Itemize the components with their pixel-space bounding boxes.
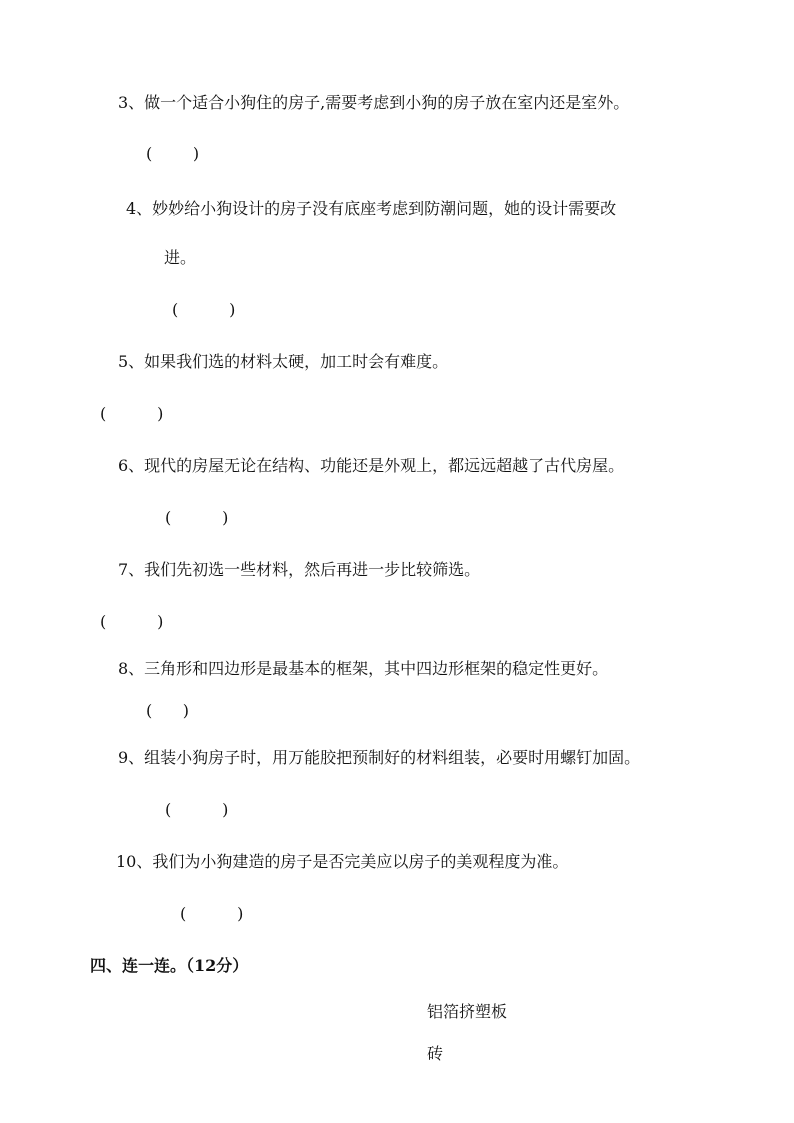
question-6-answer-blank[interactable]: ( ) bbox=[165, 508, 229, 527]
question-10-text: 10、我们为小狗建造的房子是否完美应以房子的美观程度为准。 bbox=[116, 852, 569, 871]
question-4-answer-blank[interactable]: ( ) bbox=[172, 300, 236, 319]
question-3-text: 3、做一个适合小狗住的房子,需要考虑到小狗的房子放在室内还是室外。 bbox=[118, 93, 630, 112]
question-10-answer-blank[interactable]: ( ) bbox=[180, 904, 244, 923]
question-8-answer-blank[interactable]: ( ) bbox=[146, 701, 189, 720]
question-3-answer-blank[interactable]: ( ) bbox=[146, 144, 200, 163]
question-5-answer-blank[interactable]: ( ) bbox=[100, 404, 164, 423]
question-9-answer-blank[interactable]: ( ) bbox=[165, 800, 229, 819]
question-4-text-continued: 进。 bbox=[164, 248, 197, 267]
match-item-brick: 砖 bbox=[427, 1044, 444, 1063]
question-5-text: 5、如果我们选的材料太硬，加工时会有难度。 bbox=[118, 352, 449, 371]
question-8-text: 8、三角形和四边形是最基本的框架，其中四边形框架的稳定性更好。 bbox=[118, 659, 609, 678]
section-4-heading: 四、连一连。（12分） bbox=[90, 956, 249, 975]
match-item-aluminum-foil-board: 铝箔挤塑板 bbox=[427, 1002, 508, 1021]
question-7-answer-blank[interactable]: ( ) bbox=[100, 612, 164, 631]
question-9-text: 9、组装小狗房子时，用万能胶把预制好的材料组装，必要时用螺钉加固。 bbox=[118, 748, 641, 767]
question-6-text: 6、现代的房屋无论在结构、功能还是外观上，都远远超越了古代房屋。 bbox=[118, 456, 625, 475]
question-4-text: 4、妙妙给小狗设计的房子没有底座考虑到防潮问题，她的设计需要改 bbox=[126, 199, 617, 218]
question-7-text: 7、我们先初选一些材料，然后再进一步比较筛选。 bbox=[118, 560, 481, 579]
